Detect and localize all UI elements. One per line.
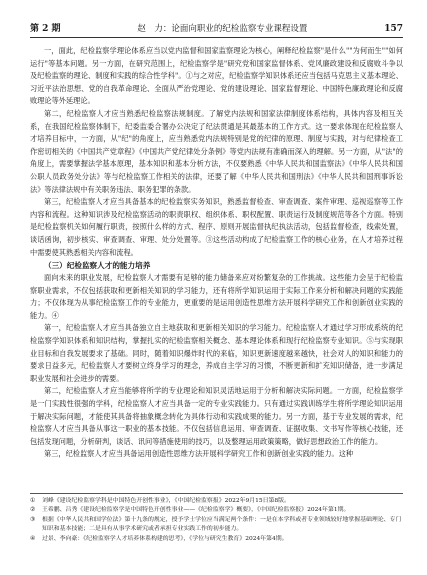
running-header (30, 20, 403, 38)
footnote-text: 过景、李向豪：《纪检监察学人才培养体系构建的思考》，《学位与研究生教育》2024年第4期。 (42, 535, 288, 542)
footnote-marker: ③ (30, 516, 36, 523)
footnote (30, 497, 403, 506)
paragraph: 第三，纪检监察人才应当具备基本的纪检监察实务知识，熟悉监督检查、审查调查、案件审理、巡视巡察等工作内容和流程。这种知识涉及纪检监察活动的职责职权、组织体系、职权配置、职责运行及制度规范等各个方面。特别是纪检监察机关如何履行职责，按照什么样的方式、程序、原则开展监督执纪执法活动，包括监督检查，线索处置，谈话函询，初步核实、审查调查、审理、处分处置等。③这些活动构成了纪检监察工作的核心业务，在人才培养过程中需要使其熟悉相关内容和流程。 (30, 197, 403, 257)
footnote-text: 刘峰《建设纪检监察学科是中国特色开创性事业》，《中国纪检监察报》2022年9月15日第8版。 (42, 498, 290, 504)
footnote (30, 516, 403, 535)
footnote-text: 王希鹏、吕秀《建设纪检监察学是中国特色开创性事业——《纪检监察学》概要》，《中国纪检监察报》2024年第1期。 (42, 507, 350, 514)
section-heading: （三）纪检监察人才的能力培养 (44, 261, 151, 271)
paragraph: 一，面此，纪检监察学理论体系应当以党内监督和国家监察理论为核心，阐释纪检监察"是什么""为何而生""如何运行"等基本问题。另一方面，在研究范围上，纪检监察学是"研究党和国家监督体系、党风廉政建设和反腐败斗争以及纪检监察的理论、制度和实践的综合性学科"。①与之对应，纪检监察学知识体系还应当包括马克思主义基本理论、习近平法治思想、党的自我革命理论、全面从严治党理论、党的建设理论、国家监督理论、中国特色廉政理论和反腐败理论等外延理论。 (30, 46, 403, 106)
running-title: 赵 力：论面向职业的纪检监察专业课程设置 (137, 24, 308, 34)
article-body (30, 45, 403, 461)
paragraph: 第一，纪检监察人才应当具备独立自主地获取和更新相关知识的学习能力。纪检监察人才通过学习形成系统的纪检监察学知识体系和知识结构，掌握扎实的纪检监察相关概念、基本理论体系和现行纪检监察专业知识。⑤与实现职业目标和自我发展要求了基础。同时，随着知识爆炸时代的来临，知识更新速度越来越快，社会对人的知识和能力的要求日益多元，纪检监察人才要树立终身学习的理念，养成自主学习的习惯，不断更新和扩充知识储备，进一步满足职业发展和社会进步的需要。 (30, 323, 403, 383)
footnote (30, 506, 403, 515)
paragraph: 第二，纪检监察人才应当熟悉纪检监察法规制度。了解党内法规和国家法律制度体系结构，具体内容及相互关系，在我国纪检监察体制下，纪委监委合署办公决定了纪法贯通是其最基本的工作方式。这一要求体现在纪检监察人才培养目标中，一方面，从"纪"的角度上，应当熟悉党内法规特别是党的纪律的原理、制度与实践，对与纪律检查工作密切相关的《中国共产党章程》《中国共产党纪律处分条例》等党内法规有准确而深入的理解。另一方面，从"法"的角度上，需要掌握法学基本原理，基本知识和基本分析方法，不仅要熟悉《中华人民共和国监察法》《中华人民共和国公职人员政务处分法》等与纪检监察工作相关的法律，还要了解《中华人民共和国刑法》《中华人民共和国刑事诉讼法》等法律法规中有关职务违法、职务犯罪的条款。 (30, 108, 403, 194)
footnote-marker: ④ (30, 535, 36, 542)
issue-number: 第 2 期 (30, 24, 61, 34)
page-number: 157 (384, 24, 403, 34)
paragraph: 面向未来的职业发展，纪检监察人才需要有足够的能力储备来应对纷繁复杂的工作挑战。这些能力会呈于纪检监察职业需求，不仅包括获取和更新相关知识的学习能力，还有将所学知识运用于实际工作来分析和解决问题的实践能力；不仅体现为从事纪检监察工作的专业能力，更重要的是运用创造性思维方法开展科学研究工作和创新创业实践的能力。④ (30, 273, 403, 320)
footnote (30, 535, 403, 544)
footnote-marker: ② (30, 507, 36, 514)
footnote-text: 根据《中华人民共和国学位法》第十九条的规定，授予学士学位应当满足两个条件：一是在本学科或者专业领域较好地掌握基础理论、专门知识和基本技能；二是具有从事学术研究或者承担专业实践工作的初步能力。 (42, 516, 402, 533)
footnotes (30, 493, 403, 544)
paragraph: 第三，纪检监察人才应当具备运用创造性思维方法开展科学研究工作和创新创业实践的能力。这种 (44, 449, 354, 459)
paragraph: 第二，纪检监察人才应当能够将所学的专业理论和知识灵活地运用于分析和解决实际问题。一方面，纪检监察学是一门实践性很强的学科，纪检监察人才应当具备一定的专业实践能力。只有通过实践训练学生将所学理论知识运用于解决实际问题，才能使其具备将抽象概念转化为具体行动和实践成果的能力。另一方面，基于专业发展的需求，纪检监察人才应当具备从事这一职业的基本技能。不仅包括信息运用、审查调查、证据收集、文书写作等核心技能，还包括发现问题，分析研判，谈话、讯问等措施使用的技巧，以及整理运用政策策略，做好思想政治工作的能力。 (30, 386, 403, 446)
footnote-marker: ① (30, 498, 36, 504)
